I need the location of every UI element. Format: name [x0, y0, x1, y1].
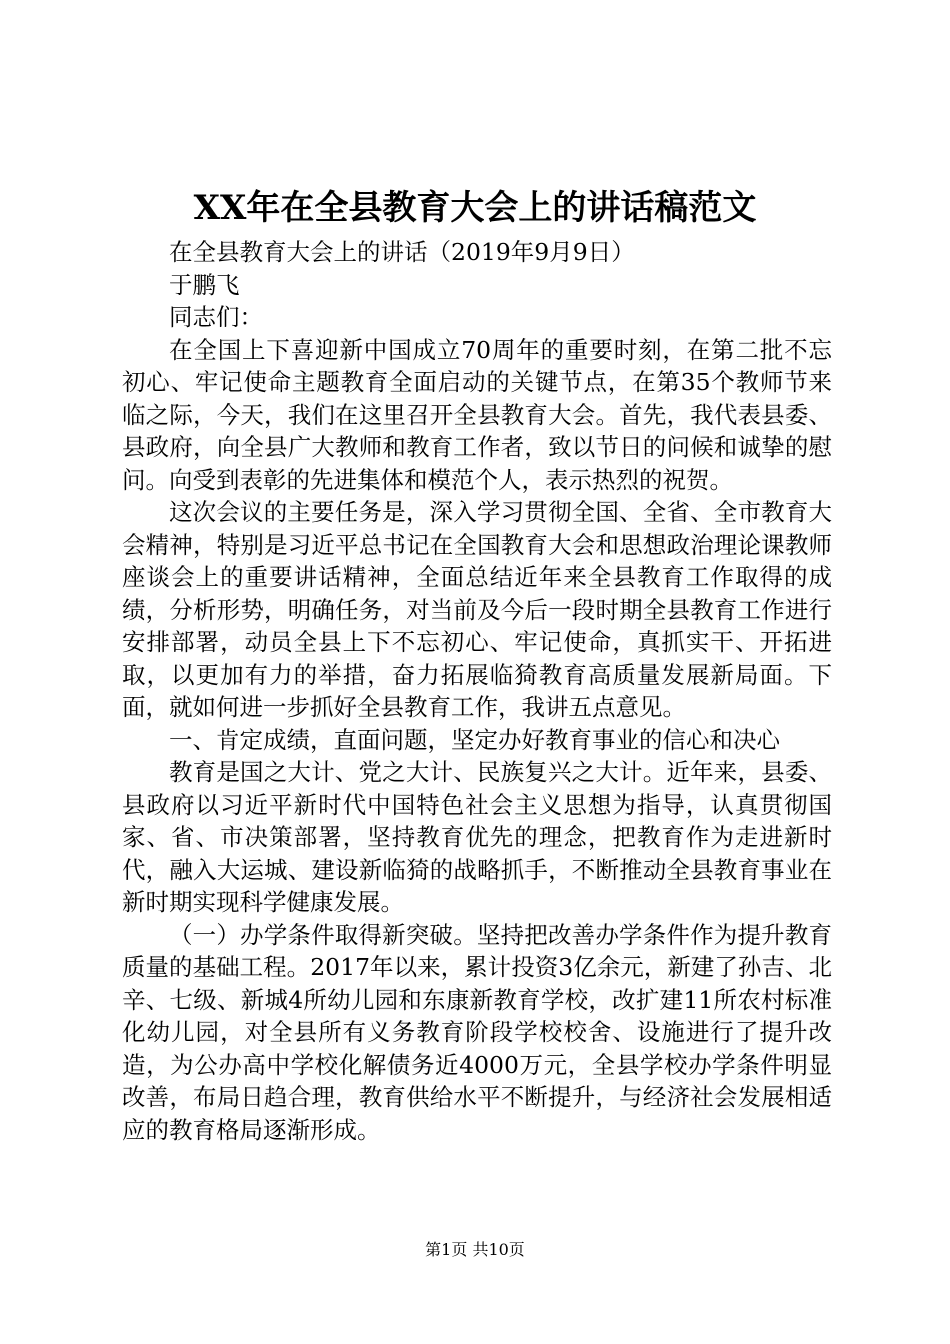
paragraph-school-conditions: （一）办学条件取得新突破。坚持把改善办学条件作为提升教育质量的基础工程。2017年以来，累计投资3亿余元，新建了孙吉、北辛、七级、新城4所幼儿园和东康新教育学校，改扩建11所农村标准化幼儿园，对全县所有义务教育阶段学校校舍、设施进行了提升改造，为公办高中学校化解债务近4000万元，全县学校办学条件明显改善，布局日趋合理，教育供给水平不断提升，与经济社会发展相适应的教育格局逐渐形成。	[122, 920, 832, 1144]
speech-heading: 在全县教育大会上的讲话（2019年9月9日）	[169, 238, 635, 266]
page-number-footer: 第1页 共10页	[425, 1240, 525, 1259]
paragraph-education-importance: 教育是国之大计、党之大计、民族复兴之大计。近年来，县委、县政府以习近平新时代中国特色社会主义思想为指导，认真贯彻国家、省、市决策部署，坚持教育优先的理念，把教育作为走进新时代，融入大运城、建设新临猗的战略抓手，不断推动全县教育事业在新时期实现科学健康发展。	[122, 758, 832, 916]
salutation: 同志们：	[169, 303, 263, 331]
speaker-name: 于鹏飞	[169, 270, 240, 299]
document-body	[122, 236, 832, 1146]
paragraph-meeting-tasks: 这次会议的主要任务是，深入学习贯彻全国、全省、全市教育大会精神，特别是习近平总书记在全国教育大会和思想政治理论课教师座谈会上的重要讲话精神，全面总结近年来全县教育工作取得的成绩，分析形势，明确任务，对当前及今后一段时期全县教育工作进行安排部署，动员全县上下不忘初心、牢记使命，真抓实干、开拓进取，以更加有力的举措，奋力拓展临猗教育高质量发展新局面。下面，就如何进一步抓好全县教育工作，我讲五点意见。	[122, 498, 832, 721]
section-heading-1: 一、肯定成绩，直面问题，坚定办好教育事业的信心和决心	[169, 725, 780, 754]
paragraph-opening: 在全国上下喜迎新中国成立70周年的重要时刻，在第二批不忘初心、牢记使命主题教育全面启动的关键节点，在第35个教师节来临之际，今天，我们在这里召开全县教育大会。首先，我代表县委、县政府，向全县广大教师和教育工作者，致以节日的问候和诚挚的慰问。向受到表彰的先进集体和模范个人，表示热烈的祝贺。	[122, 335, 832, 494]
document-title: XX年在全县教育大会上的讲话稿范文	[193, 188, 757, 228]
